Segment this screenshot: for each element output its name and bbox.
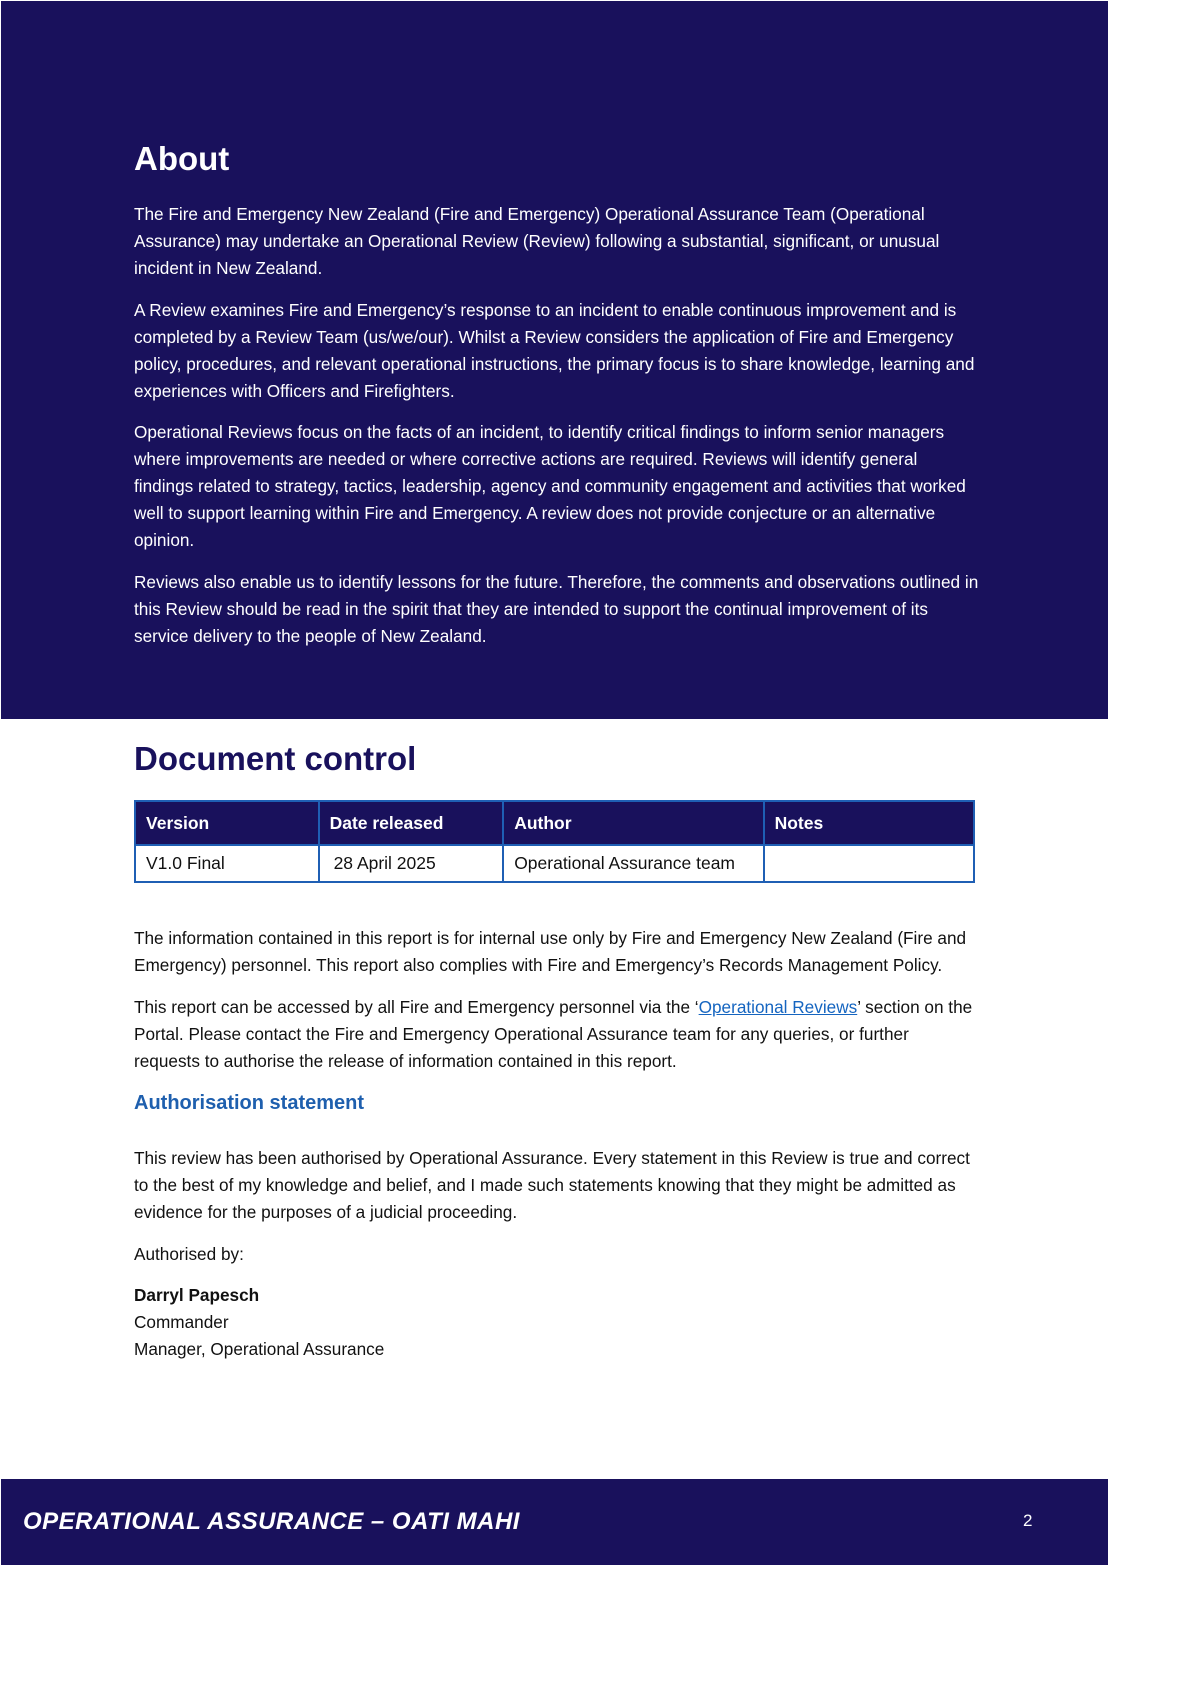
signatory-name: Darryl Papesch [134, 1285, 260, 1305]
header-notes: Notes [764, 801, 974, 845]
about-paragraph: The Fire and Emergency New Zealand (Fire and Emergency) Operational Assurance Team (Operational Assurance) may undertake an Operational Review (Review) following a substantial, significant, or unusual incident in New Zealand. [134, 204, 940, 278]
about-paragraph: Operational Reviews focus on the facts of an incident, to identify critical findings to inform senior managers where improvements are needed or where corrective actions are required. Reviews will identify general findings related to strategy, tactics, leadership, agency and community engagement and activities that worked well to support learning within Fire and Emergency. A review does not provide conjecture or an alternative opinion. [134, 422, 966, 550]
footer-brand: OPERATIONAL ASSURANCE – OATI MAHI [23, 1508, 520, 1535]
header-version: Version [135, 801, 319, 845]
authorisation-statement: This review has been authorised by Operational Assurance. Every statement in this Review is true and correct to the best of my knowledge and belief, and I made such statements knowing that they might be admitted as evidence for the purposes of a judicial proceeding. [134, 1148, 970, 1222]
about-paragraphs [134, 201, 979, 664]
access-paragraph [134, 994, 979, 1075]
access-text-after: ’ section on the Portal. Please contact the Fire and Emergency Operational Assurance team for any queries, or further requests to authorise the release of information contained in this report. [134, 996, 973, 1071]
access-text-before: This report can be accessed by all Fire and Emergency personnel via the ‘ [134, 996, 699, 1017]
about-paragraph: Reviews also enable us to identify lessons for the future. Therefore, the comments and observations outlined in this Review should be read in the spirit that they are intended to support the continual improvement of its service delivery to the people of New Zealand. [134, 571, 979, 646]
internal-use-paragraph: The information contained in this report is for internal use only by Fire and Emergency New Zealand (Fire and Emergency) personnel. This report also complies with Fire and Emergency’s Records Management Policy. [134, 928, 967, 975]
about-title: About [134, 140, 230, 177]
document-control-section [134, 735, 979, 1359]
header-date-released: Date released [319, 801, 504, 845]
authorised-by-label: Authorised by: [134, 1243, 244, 1264]
table-row [135, 845, 974, 882]
operational-reviews-link[interactable]: Operational Reviews [698, 996, 858, 1017]
document-control-title: Document control [134, 740, 417, 777]
document-body [134, 925, 979, 1363]
table-header-row [135, 801, 974, 845]
signatory-role: Manager, Operational Assurance [134, 1339, 385, 1359]
about-section [1, 1, 1108, 719]
authorisation-heading: Authorisation statement [134, 1092, 365, 1114]
header-author: Author [503, 801, 763, 845]
about-paragraph: A Review examines Fire and Emergency’s response to an incident to enable continuous improvement and is completed by a Review Team (us/we/our). Whilst a Review considers the application of Fire and Emergency policy, procedures, and relevant operational instructions, the primary focus is to share knowledge, learning and experiences with Officers and Firefighters. [134, 299, 975, 401]
cell-notes [764, 845, 974, 882]
page-number: 2 [1023, 1511, 1033, 1530]
page-footer [1, 1479, 1108, 1565]
cell-author: Operational Assurance team [503, 845, 763, 882]
signatory-block [134, 1282, 979, 1363]
cell-version: V1.0 Final [135, 845, 319, 882]
cell-date-released: 28 April 2025 [319, 845, 504, 882]
document-control-table [134, 800, 975, 883]
signatory-rank: Commander [134, 1312, 229, 1332]
